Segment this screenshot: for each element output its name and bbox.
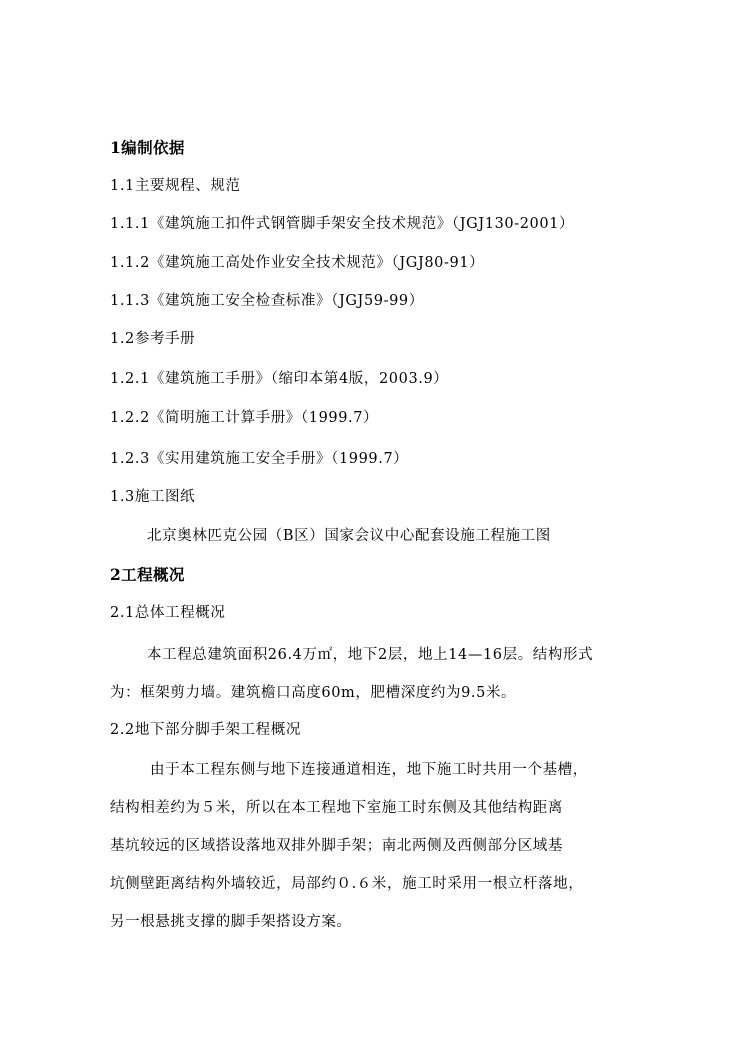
- paragraph-line: 结构相差约为５米，所以在本工程地下室施工时东侧及其他结构距离: [110, 800, 563, 816]
- paragraph-line: 由于本工程东侧与地下连接通道相连，地下施工时共用一个基槽，: [150, 762, 588, 778]
- section-1-3-title: 1.3施工图纸: [110, 489, 196, 505]
- section-2-1-title: 2.1总体工程概况: [110, 605, 226, 621]
- heading-1-basis: 1编制依据: [110, 138, 185, 157]
- paragraph-2-1: [110, 645, 640, 721]
- list-item-1-2-2: 1.2.2《简明施工计算手册》（1999.7）: [110, 410, 379, 426]
- list-item-1-1-2: 1.1.2《建筑施工高处作业安全技术规范》（JGJ80-91）: [110, 255, 485, 271]
- section-1-2-title: 1.2参考手册: [110, 331, 196, 347]
- list-item-1-1-3: 1.1.3《建筑施工安全检查标准》（JGJ59-99）: [110, 293, 424, 309]
- section-2-2-title: 2.2地下部分脚手架工程概况: [110, 722, 301, 738]
- heading-2-overview: 2工程概况: [110, 565, 185, 584]
- paragraph-2-2: [110, 760, 640, 950]
- paragraph-line: 另一根悬挑支撑的脚手架搭设方案。: [110, 914, 352, 930]
- paragraph-line: 基坑较远的区域搭设落地双排外脚手架；南北两侧及西侧部分区域基: [110, 838, 563, 854]
- drawings-description: 北京奥林匹克公园（B区）国家会议中心配套设施工程施工图: [147, 528, 551, 544]
- list-item-1-2-1: 1.2.1《建筑施工手册》（缩印本第4版，2003.9）: [110, 371, 449, 387]
- list-item-1-1-1: 1.1.1《建筑施工扣件式钢管脚手架安全技术规范》（JGJ130-2001）: [110, 216, 575, 232]
- list-item-1-2-3: 1.2.3《实用建筑施工安全手册》（1999.7）: [110, 451, 409, 467]
- paragraph-line: 为：框架剪力墙。建筑檐口高度60m，肥槽深度约为9.5米。: [110, 685, 517, 701]
- section-1-1-title: 1.1主要规程、规范: [110, 178, 241, 194]
- paragraph-line: 坑侧壁距离结构外墙较近，局部约０.６米，施工时采用一根立杆落地，: [110, 876, 584, 892]
- paragraph-line: 本工程总建筑面积26.4万㎡，地下2层，地上14—16层。结构形式: [147, 647, 594, 663]
